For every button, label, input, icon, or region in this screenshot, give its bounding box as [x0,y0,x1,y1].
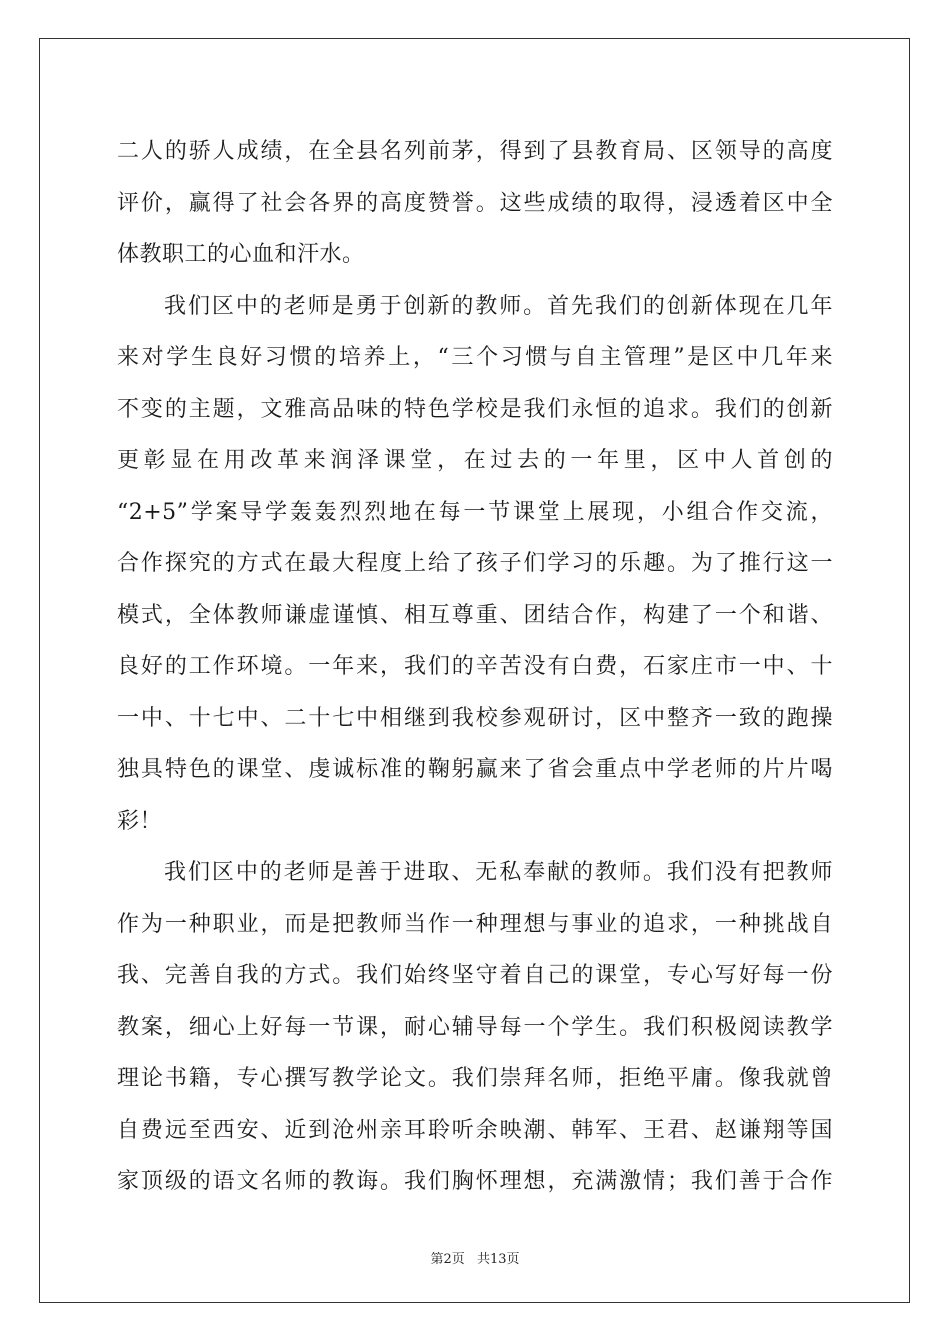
page-total: 共13页 [476,1252,520,1267]
text-line: 一中、十七中、二十七中相继到我校参观研讨，区中整齐一致的跑操 [117,705,833,731]
text-line: 彩！ [117,808,163,834]
text-line: 我、完善自我的方式。我们始终坚守着自己的课堂，专心写好每一份 [117,963,833,988]
page-number: 第2页 [430,1252,465,1267]
text-line: “2+5”学案导学轰轰烈烈地在每一节课堂上展现，小组合作交流， [117,499,833,525]
text-line: 模式，全体教师谦虚谨慎、相互尊重、团结合作，构建了一个和谐、 [117,602,833,628]
text-line: 我们区中的老师是勇于创新的教师。首先我们的创新体现在几年 [164,293,833,319]
text-line: 更彰显在用改革来润泽课堂，在过去的一年里，区中人首创的 [117,448,833,473]
text-line: 评价，赢得了社会各界的高度赞誉。这些成绩的取得，浸透着区中全 [117,190,833,216]
text-line: 独具特色的课堂、虔诚标准的鞠躬赢来了省会重点中学老师的片片喝 [117,757,833,782]
text-line: 家顶级的语文名师的教诲。我们胸怀理想，充满激情；我们善于合作 [117,1169,833,1194]
text-line: 合作探究的方式在最大程度上给了孩子们学习的乐趣。为了推行这一 [117,551,833,576]
text-line: 良好的工作环境。一年来，我们的辛苦没有白费，石家庄市一中、十 [117,654,833,679]
text-line: 来对学生良好习惯的培养上，“三个习惯与自主管理”是区中几年来 [117,345,833,370]
text-line: 理论书籍，专心撰写教学论文。我们崇拜名师，拒绝平庸。像我就曾 [117,1066,833,1091]
text-line: 教案，细心上好每一节课，耐心辅导每一个学生。我们积极阅读教学 [117,1014,833,1040]
text-line: 自费远至西安、近到沧州亲耳聆听余映潮、韩军、王君、赵谦翔等国 [117,1117,833,1143]
text-line: 我们区中的老师是善于进取、无私奉献的教师。我们没有把教师 [164,860,833,885]
text-line: 不变的主题，文雅高品味的特色学校是我们永恒的追求。我们的创新 [117,396,833,422]
text-line: 作为一种职业，而是把教师当作一种理想与事业的追求，一种挑战自 [117,911,833,937]
text-line: 二人的骄人成绩，在全县名列前茅，得到了县教育局、区领导的高度 [117,139,833,164]
text-line: 体教职工的心血和汗水。 [117,242,365,267]
document-body [117,126,833,1208]
page-footer [0,1248,950,1267]
